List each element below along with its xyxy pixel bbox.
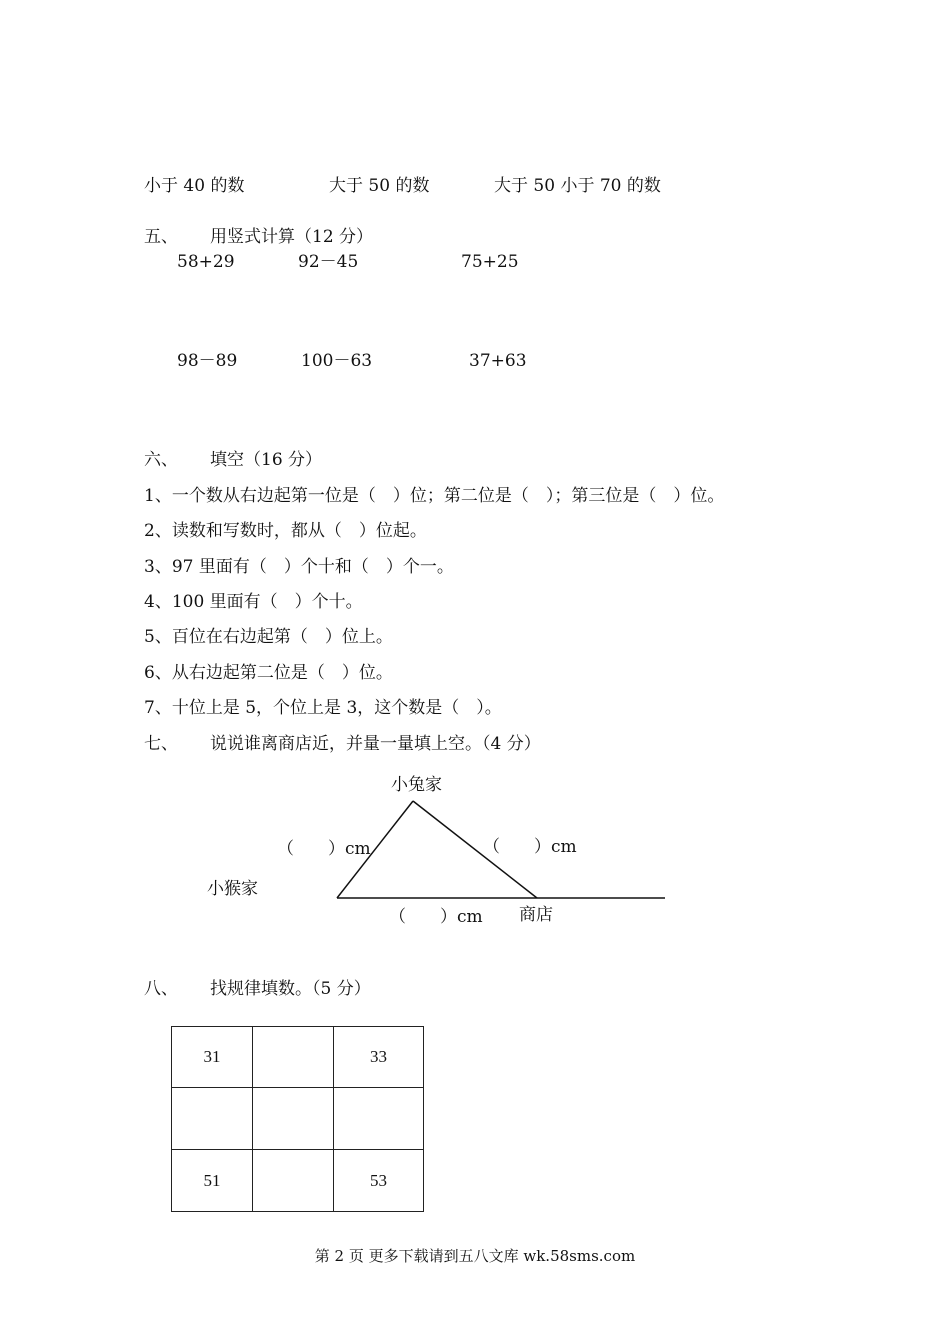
calc-problem: 75+25	[461, 252, 519, 272]
fill-blank-item: 2、读数和写数时，都从（ ）位起。	[144, 521, 427, 541]
section-7-title: 说说谁离商店近，并量一量填上空。（4 分）	[210, 734, 541, 754]
grid-cell	[172, 1088, 253, 1150]
section-7-number: 七、	[144, 734, 178, 754]
grid-cell	[253, 1027, 334, 1088]
monkey-home-label: 小猴家	[207, 879, 258, 899]
section-8-number: 八、	[144, 979, 178, 999]
grid-cell: 51	[172, 1150, 253, 1212]
section-5-title: 用竖式计算（12 分）	[210, 227, 374, 247]
calc-problem: 58+29	[177, 252, 235, 272]
category-between-50-70: 大于 50 小于 70 的数	[494, 176, 661, 196]
section-6-number: 六、	[144, 450, 178, 470]
calc-problem: 37+63	[469, 351, 527, 371]
category-greater-than-50: 大于 50 的数	[329, 176, 430, 196]
grid-cell	[253, 1088, 334, 1150]
section-5-number: 五、	[144, 227, 178, 247]
fill-blank-item: 3、97 里面有（ ）个十和（ ）个一。	[144, 557, 454, 577]
category-less-than-40: 小于 40 的数	[144, 176, 245, 196]
rabbit-home-label: 小兔家	[391, 775, 442, 795]
section-8-heading	[144, 979, 371, 999]
grid-cell: 53	[334, 1150, 424, 1212]
grid-cell: 31	[172, 1027, 253, 1088]
fill-blank-item: 1、一个数从右边起第一位是（ ）位；第二位是（ ）；第三位是（ ）位。	[144, 486, 725, 506]
calc-problem: 100－63	[301, 351, 373, 371]
page-footer: 第 2 页 更多下载请到五八文库 wk.58sms.com	[314, 1247, 636, 1265]
section-8-title: 找规律填数。（5 分）	[210, 979, 371, 999]
grid-cell	[334, 1088, 424, 1150]
number-pattern-grid	[171, 1026, 424, 1212]
fill-blank-item: 5、百位在右边起第（ ）位上。	[144, 627, 393, 647]
bottom-distance-blank: （ ）cm	[389, 907, 483, 927]
calc-problem: 92－45	[298, 252, 359, 272]
grid-cell	[253, 1150, 334, 1212]
store-label: 商店	[519, 905, 553, 925]
section-6-title: 填空（16 分）	[210, 450, 323, 470]
fill-blank-item: 7、十位上是 5，个位上是 3，这个数是（ ）。	[144, 698, 502, 718]
fill-blank-item: 4、100 里面有（ ）个十。	[144, 592, 363, 612]
grid-cell: 33	[334, 1027, 424, 1088]
fill-blank-item: 6、从右边起第二位是（ ）位。	[144, 663, 393, 683]
calc-problem: 98－89	[177, 351, 238, 371]
right-distance-blank: （ ）cm	[483, 837, 577, 857]
left-distance-blank: （ ）cm	[277, 839, 371, 859]
